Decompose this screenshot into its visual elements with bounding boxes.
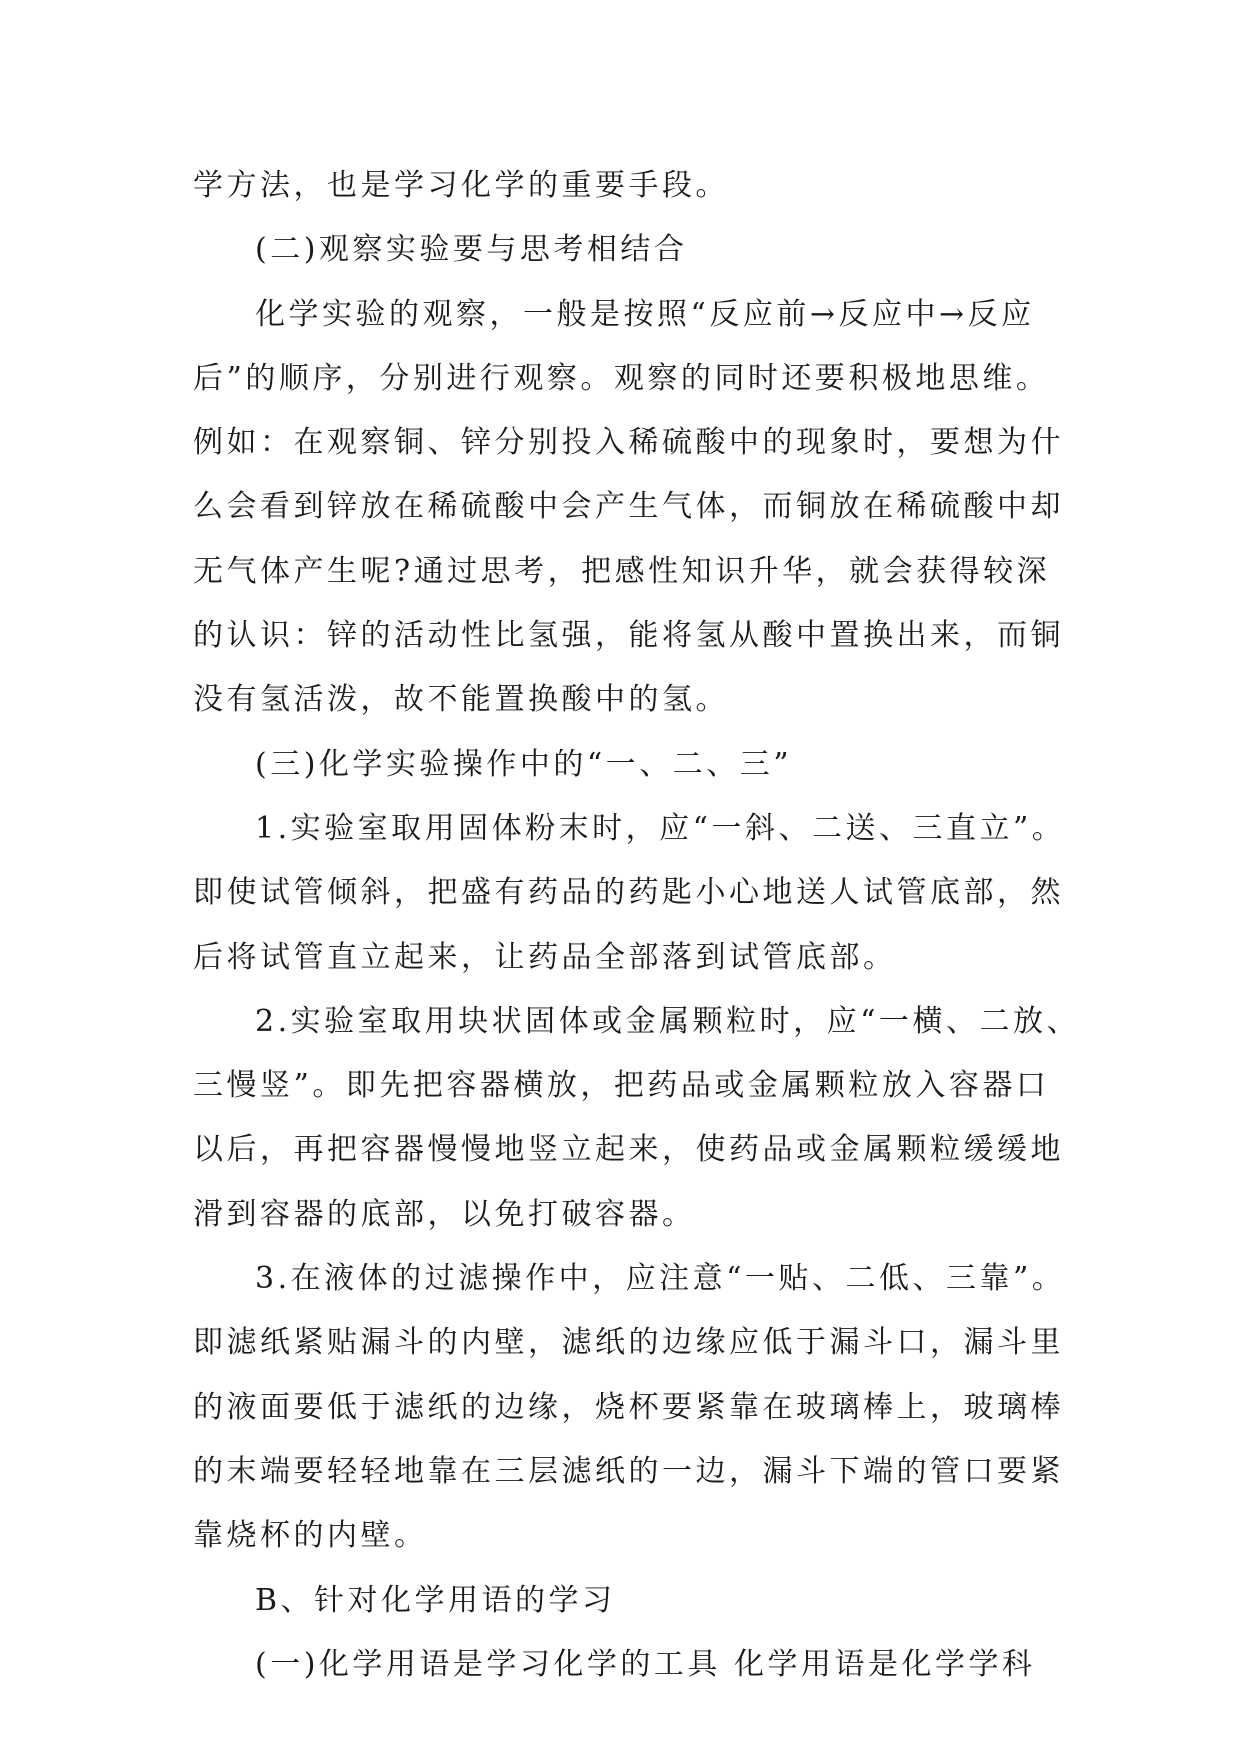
text-line: 即滤纸紧贴漏斗的内壁，滤纸的边缘应低于漏斗口，漏斗里	[193, 1325, 1064, 1361]
text-line: 2.实验室取用块状固体或金属颗粒时，应“一横、二放、	[255, 1003, 1080, 1039]
text-line: 滑到容器的底部，以免打破容器。	[193, 1196, 696, 1232]
text-line: 的液面要低于滤纸的边缘，烧杯要紧靠在玻璃棒上，玻璃棒	[193, 1389, 1064, 1425]
text-line: 即使试管倾斜，把盛有药品的药匙小心地送人试管底部，然	[193, 875, 1064, 911]
text-line: (二)观察实验要与思考相结合	[255, 232, 688, 268]
text-line: 的末端要轻轻地靠在三层滤纸的一边，漏斗下端的管口要紧	[193, 1453, 1064, 1489]
text-line: 以后，再把容器慢慢地竖立起来，使药品或金属颗粒缓缓地	[193, 1132, 1064, 1168]
document-body	[193, 154, 1080, 1697]
text-line: (一)化学用语是学习化学的工具 化学用语是化学学科	[255, 1646, 1036, 1682]
text-line: 无气体产生呢?通过思考，把感性知识升华，就会获得较深	[193, 553, 1051, 589]
text-line: 后”的顺序，分别进行观察。观察的同时还要积极地思维。	[193, 360, 1050, 396]
text-line: 的认识：锌的活动性比氢强，能将氢从酸中置换出来，而铜	[193, 618, 1064, 654]
text-line: 化学实验的观察，一般是按照“反应前→反应中→反应	[255, 296, 1035, 332]
text-line: 么会看到锌放在稀硫酸中会产生气体，而铜放在稀硫酸中却	[193, 489, 1064, 525]
text-line: 例如：在观察铜、锌分别投入稀硫酸中的现象时，要想为什	[193, 425, 1064, 461]
text-line: B、针对化学用语的学习	[255, 1582, 616, 1618]
text-line: 靠烧杯的内壁。	[193, 1518, 428, 1554]
text-line: 学方法，也是学习化学的重要手段。	[193, 168, 729, 203]
text-line: (三)化学实验操作中的“一、二、三”	[255, 746, 793, 782]
text-line: 三慢竖”。即先把容器横放，把药品或金属颗粒放入容器口	[193, 1068, 1050, 1104]
text-line: 1.实验室取用固体粉末时，应“一斜、二送、三直立”。	[255, 810, 1066, 846]
text-line: 后将试管直立起来，让药品全部落到试管底部。	[193, 939, 897, 975]
text-line: 没有氢活泼，故不能置换酸中的氢。	[193, 682, 729, 718]
text-line: 3.在液体的过滤操作中，应注意“一贴、二低、三靠”。	[255, 1261, 1066, 1297]
